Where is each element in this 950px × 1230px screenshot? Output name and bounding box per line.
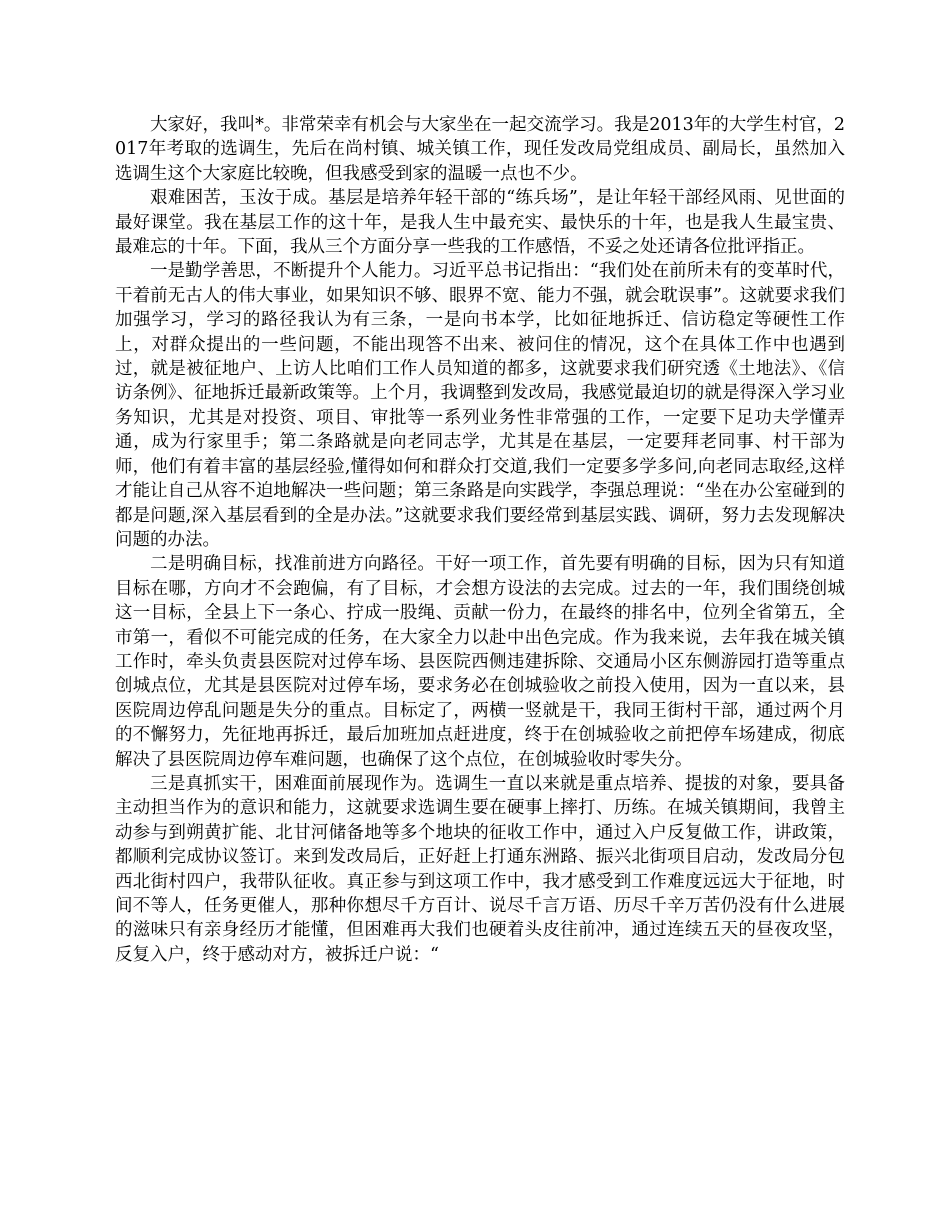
- document-body: [115, 113, 845, 967]
- paragraph-hardship: 艰难困苦，玉汝于成。基层是培养年轻干部的“练兵场”，是让年轻干部经风雨、见世面的最好课堂。我在基层工作的这十年，是我人生中最充实、最快乐的十年，也是我人生最宝贵、最难忘的十年。下面，我从三个方面分享一些我的工作感悟，不妥之处还请各位批评指正。: [115, 188, 845, 258]
- paragraph-point-one: 一是勤学善思，不断提升个人能力。习近平总书记指出：“我们处在前所未有的变革时代，干着前无古人的伟大事业，如果知识不够、眼界不宽、能力不强，就会耽误事”。这就要求我们加强学习，学习的路径我认为有三条，一是向书本学，比如征地拆迁、信访稳定等硬性工作上，对群众提出的一些问题，不能出现答不出来、被问住的情况，这个在具体工作中也遇到过，就是被征地户、上访人比咱们工作人员知道的都多，这就要求我们研究透《土地法》、《信访条例》、征地拆迁最新政策等。上个月，我调整到发改局，我感觉最迫切的就是得深入学习业务知识，尤其是对投资、项目、审批等一系列业务性非常强的工作，一定要下足功夫学懂弄通，成为行家里手；第二条路就是向老同志学，尤其是在基层，一定要拜老同事、村干部为师，他们有着丰富的基层经验,懂得如何和群众打交道,我们一定要多学多问,向老同志取经,这样才能让自己从容不迫地解决一些问题；第三条路是向实践学，李强总理说：“坐在办公室碰到的都是问题,深入基层看到的全是办法。”这就要求我们要经常到基层实践、调研，努力去发现解决问题的办法。: [115, 261, 845, 550]
- paragraph-point-two: 二是明确目标，找准前进方向路径。干好一项工作，首先要有明确的目标，因为只有知道目标在哪，方向才不会跑偏，有了目标，才会想方设法的去完成。过去的一年，我们围绕创城这一目标，全县上下一条心、拧成一股绳、贡献一份力，在最终的排名中，位列全省第五，全市第一，看似不可能完成的任务，在大家全力以赴中出色完成。作为我来说，去年我在城关镇工作时，牵头负责县医院对过停车场、县医院西侧违建拆除、交通局小区东侧游园打造等重点创城点位，尤其是县医院对过停车场，要求务必在创城验收之前投入使用，因为一直以来，县医院周边停乱问题是失分的重点。目标定了，两横一竖就是干，我同王街村干部，通过两个月的不懈努力，先征地再拆迁，最后加班加点赶进度，终于在创城验收之前把停车场建成，彻底解决了县医院周边停车难问题，也确保了这个点位，在创城验收时零失分。: [115, 554, 845, 770]
- paragraph-point-three: 三是真抓实干，困难面前展现作为。选调生一直以来就是重点培养、提拔的对象，要具备主动担当作为的意识和能力，这就要求选调生要在硬事上摔打、历练。在城关镇期间，我曾主动参与到朔黄扩能、北甘河储备地等多个地块的征收工作中，通过入户反复做工作，讲政策，都顺利完成协议签订。来到发改局后，正好赶上打通东洲路、振兴北街项目启动，发改局分包西北街村四户，我带队征收。真正参与到这项工作中，我才感受到工作难度远远大于征地，时间不等人，任务更催人，那种你想尽千方百计、说尽千言万语、历尽千辛万苦仍没有什么进展的滋味只有亲身经历才能懂，但困难再大我们也硬着头皮往前冲，通过连续五天的昼夜攻坚，反复入户，终于感动对方，被拆迁户说：“: [115, 773, 845, 965]
- paragraph-intro: 大家好，我叫*。非常荣幸有机会与大家坐在一起交流学习。我是2013年的大学生村官，2017年考取的选调生，先后在尚村镇、城关镇工作，现任发改局党组成员、副局长，虽然加入选调生这个大家庭比较晚，但我感受到家的温暖一点也不少。: [115, 115, 845, 184]
